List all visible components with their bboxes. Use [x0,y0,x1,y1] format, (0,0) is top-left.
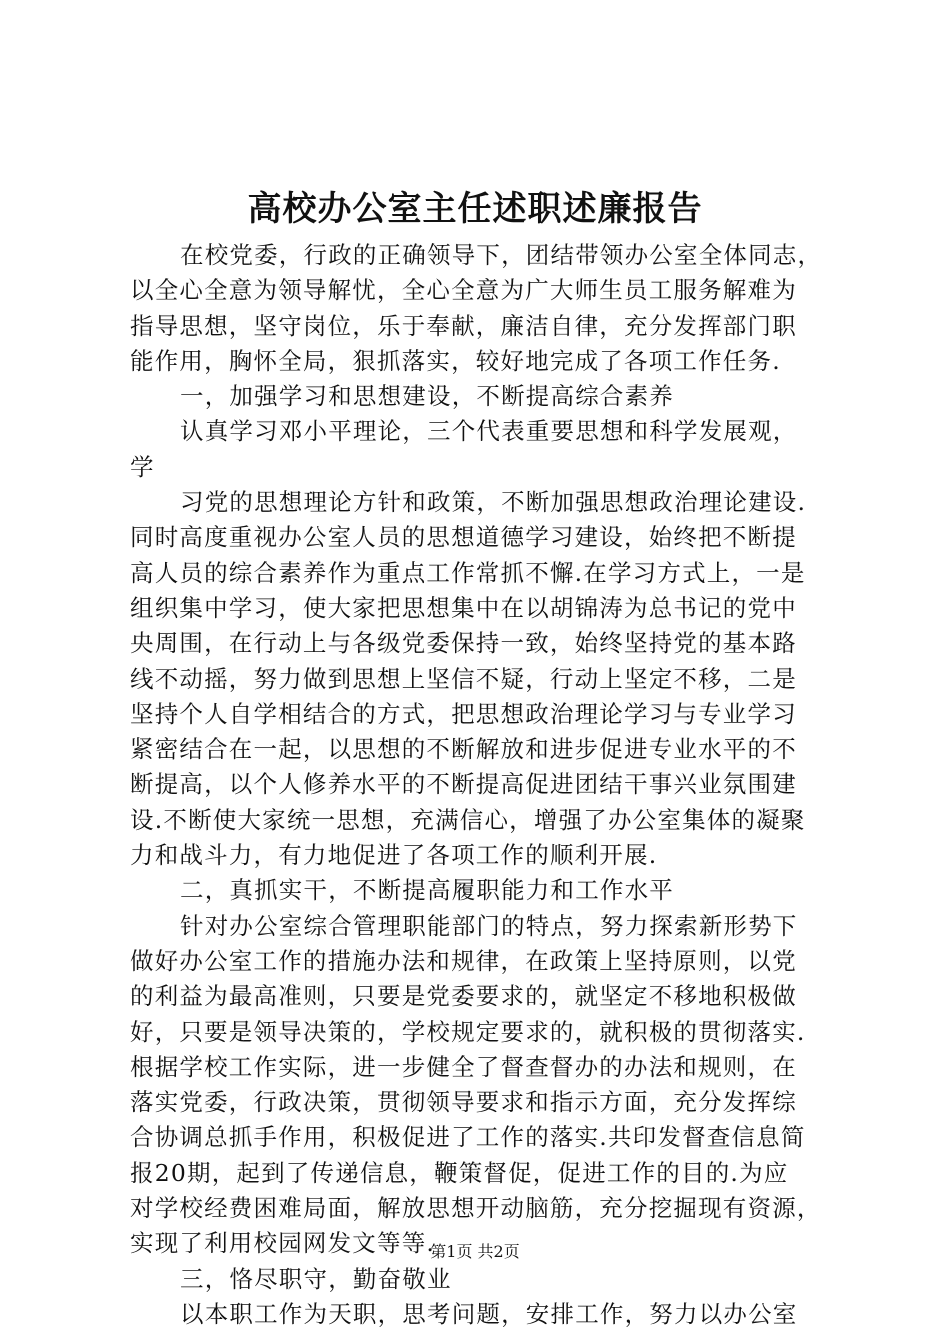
body-text-line: 以本职工作为天职，思考问题，安排工作，努力以办公室 [180,1299,798,1328]
body-text-line: 做好办公室工作的措施办法和规律，在政策上坚持原则，以党 [130,946,797,975]
body-text-line: 能作用，胸怀全局，狠抓落实，较好地完成了各项工作任务. [130,346,781,375]
body-text-line: 实现了利用校园网发文等等. [130,1229,436,1258]
body-text-line: 在校党委，行政的正确领导下，团结带领办公室全体同志， [180,241,823,269]
body-text-line: 好，只要是领导决策的，学校规定要求的，就积极的贯彻落实. [130,1017,806,1046]
body-text-line: 组织集中学习，使大家把思想集中在以胡锦涛为总书记的党中 [130,593,797,622]
body-text-line: 的利益为最高准则，只要是党委要求的，就坚定不移地积极做 [130,982,797,1011]
body-text-line: 央周围，在行动上与各级党委保持一致，始终坚持党的基本路 [130,629,797,658]
body-text-line: 高人员的综合素养作为重点工作常抓不懈.在学习方式上，一是 [130,558,806,587]
body-text-line: 认真学习邓小平理论，三个代表重要思想和科学发展观， [180,417,798,446]
body-text-line: 坚持个人自学相结合的方式，把思想政治理论学习与专业学习 [130,699,797,728]
body-text-line: 根据学校工作实际，进一步健全了督查督办的办法和规则，在 [130,1052,797,1081]
body-text-line: 线不动摇，努力做到思想上坚信不疑，行动上坚定不移，二是 [130,664,797,693]
body-text-line: 断提高，以个人修养水平的不断提高促进团结干事兴业氛围建 [130,770,797,799]
body-text-line: 力和战斗力，有力地促进了各项工作的顺利开展. [130,841,658,870]
body-text-line: 二，真抓实干，不断提高履职能力和工作水平 [180,876,674,905]
body-text-line: 合协调总抓手作用，积极促进了工作的落实.共印发督查信息简 [130,1123,806,1152]
body-text-line: 针对办公室综合管理职能部门的特点，努力探索新形势下 [180,911,798,940]
body-text-line: 设.不断使大家统一思想，充满信心，增强了办公室集体的凝聚 [130,805,806,834]
body-text-line: 学 [130,452,155,481]
body-text-line: 报20期，起到了传递信息，鞭策督促，促进工作的目的.为应 [130,1158,789,1187]
body-text-line: 紧密结合在一起，以思想的不断解放和进步促进专业水平的不 [130,735,797,764]
body-text-line: 习党的思想理论方针和政策，不断加强思想政治理论建设. [180,488,807,517]
page-footer: 第1页 共2页 [430,1242,520,1261]
document-body [130,238,830,1332]
body-text-line: 指导思想，坚守岗位，乐于奉献，廉洁自律，充分发挥部门职 [130,311,797,340]
body-text-line: 落实党委，行政决策，贯彻领导要求和指示方面，充分发挥综 [130,1088,797,1117]
body-text-line: 同时高度重视办公室人员的思想道德学习建设，始终把不断提 [130,523,797,552]
body-text-line: 一，加强学习和思想建设，不断提高综合素养 [180,382,674,411]
document-title: 高校办公室主任述职述廉报告 [247,189,703,229]
body-text-line: 以全心全意为领导解忧，全心全意为广大师生员工服务解难为 [130,276,797,305]
body-text-line: 对学校经费困难局面，解放思想开动脑筋，充分挖掘现有资源， [130,1194,822,1223]
body-text-line: 三，恪尽职守，勤奋敬业 [180,1264,452,1293]
